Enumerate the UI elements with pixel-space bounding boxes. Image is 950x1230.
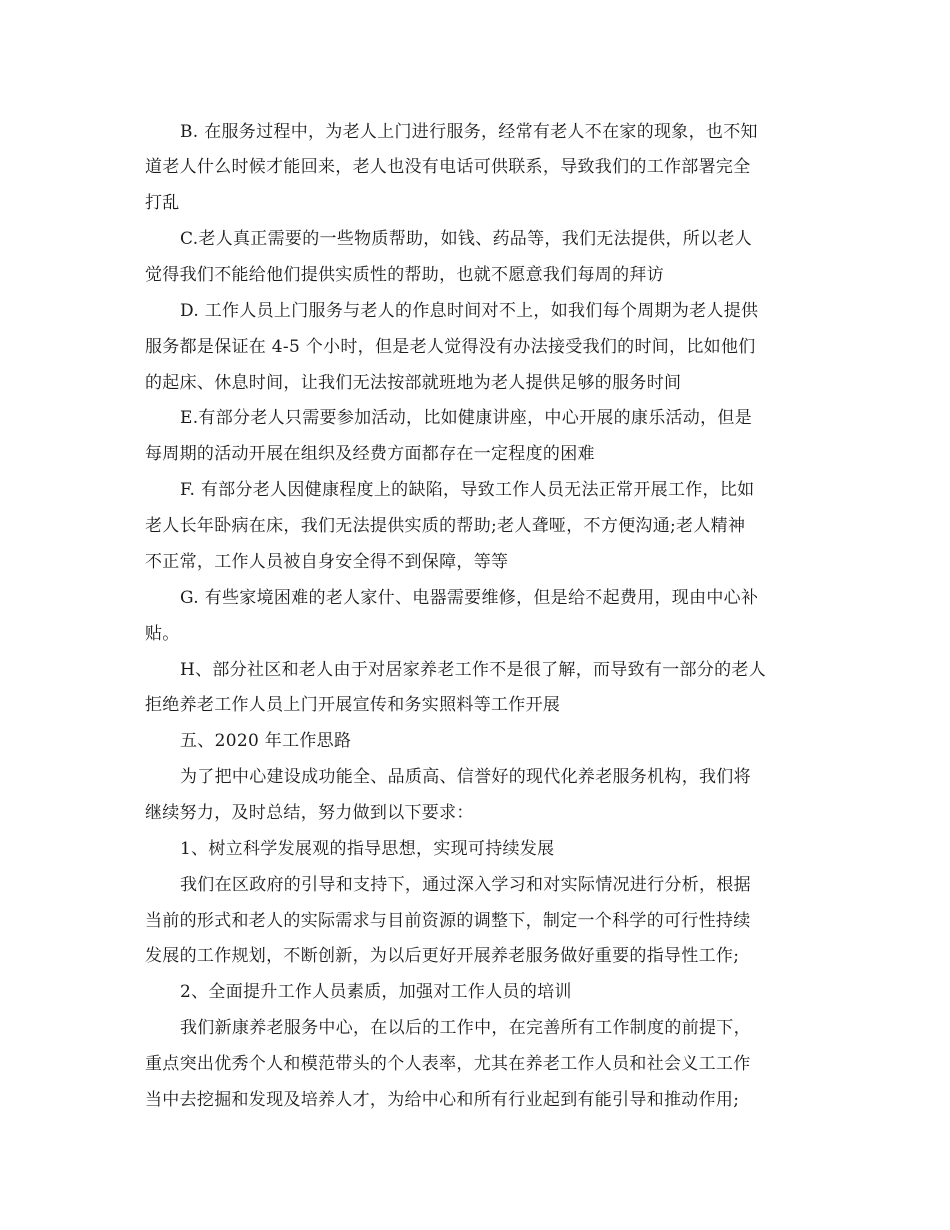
paragraph-f-line-1: F. 有部分老人因健康程度上的缺陷，导致工作人员无法正常开展工作，比如: [180, 480, 755, 500]
paragraph-f-line-2: 老人长年卧病在床，我们无法提供实质的帮助;老人聋哑，不方便沟通;老人精神: [145, 516, 746, 536]
paragraph-2-line-1: 我们新康养老服务中心，在以后的工作中，在完善所有工作制度的前提下，: [180, 1018, 751, 1038]
subheading-1: 1、树立科学发展观的指导思想，实现可持续发展: [180, 839, 555, 859]
paragraph-1-line-3: 发展的工作规划，不断创新，为以后更好开展养老服务做好重要的指导性工作;: [145, 946, 740, 966]
paragraph-h-line-2: 拒绝养老工作人员上门开展宣传和务实照料等工作开展: [145, 695, 561, 715]
paragraph-b-line-1: B. 在服务过程中，为老人上门进行服务，经常有老人不在家的现象，也不知: [180, 122, 758, 142]
paragraph-g-line-1: G. 有些家境困难的老人家什、电器需要维修，但是给不起费用，现由中心补: [180, 588, 759, 608]
paragraph-d-line-2: 服务都是保证在 4-5 个小时，但是老人觉得没有办法接受我们的时间，比如他们: [145, 337, 756, 357]
paragraph-c-line-2: 觉得我们不能给他们提供实质性的帮助，也就不愿意我们每周的拜访: [145, 265, 664, 285]
paragraph-1-line-1: 我们在区政府的引导和支持下，通过深入学习和对实际情况进行分析，根据: [180, 875, 751, 895]
paragraph-c-line-1: C.老人真正需要的一些物质帮助，如钱、药品等，我们无法提供，所以老人: [180, 229, 753, 249]
paragraph-e-line-2: 每周期的活动开展在组织及经费方面都存在一定程度的困难: [145, 444, 595, 464]
paragraph-b-line-2: 道老人什么时候才能回来，老人也没有电话可供联系，导致我们的工作部署完全: [145, 157, 751, 177]
paragraph-b-line-3: 打乱: [145, 193, 180, 213]
paragraph-g-line-2: 贴。: [145, 624, 180, 644]
paragraph-2-line-3: 当中去挖掘和发现及培养人才，为给中心和所有行业起到有能引导和推动作用;: [145, 1090, 740, 1110]
paragraph-h-line-1: H、部分社区和老人由于对居家养老工作不是很了解，而导致有一部分的老人: [180, 660, 767, 680]
paragraph-f-line-3: 不正常，工作人员被自身安全得不到保障，等等: [145, 552, 509, 572]
subheading-2: 2、全面提升工作人员素质，加强对工作人员的培训: [180, 982, 572, 1002]
intro-paragraph-line-2: 继续努力，及时总结，努力做到以下要求：: [145, 803, 474, 823]
intro-paragraph-line-1: 为了把中心建设成功能全、品质高、信誉好的现代化养老服务机构，我们将: [180, 767, 751, 787]
paragraph-d-line-1: D. 工作人员上门服务与老人的作息时间对不上，如我们每个周期为老人提供: [180, 301, 759, 321]
paragraph-1-line-2: 当前的形式和老人的实际需求与目前资源的调整下，制定一个科学的可行性持续: [145, 911, 751, 931]
paragraph-2-line-2: 重点突出优秀个人和模范带头的个人表率，尤其在养老工作人员和社会义工工作: [145, 1054, 751, 1074]
paragraph-e-line-1: E.有部分老人只需要参加活动，比如健康讲座，中心开展的康乐活动，但是: [180, 408, 753, 428]
section-heading-5: 五、2020 年工作思路: [180, 731, 352, 751]
paragraph-d-line-3: 的起床、休息时间，让我们无法按部就班地为老人提供足够的服务时间: [145, 373, 682, 393]
